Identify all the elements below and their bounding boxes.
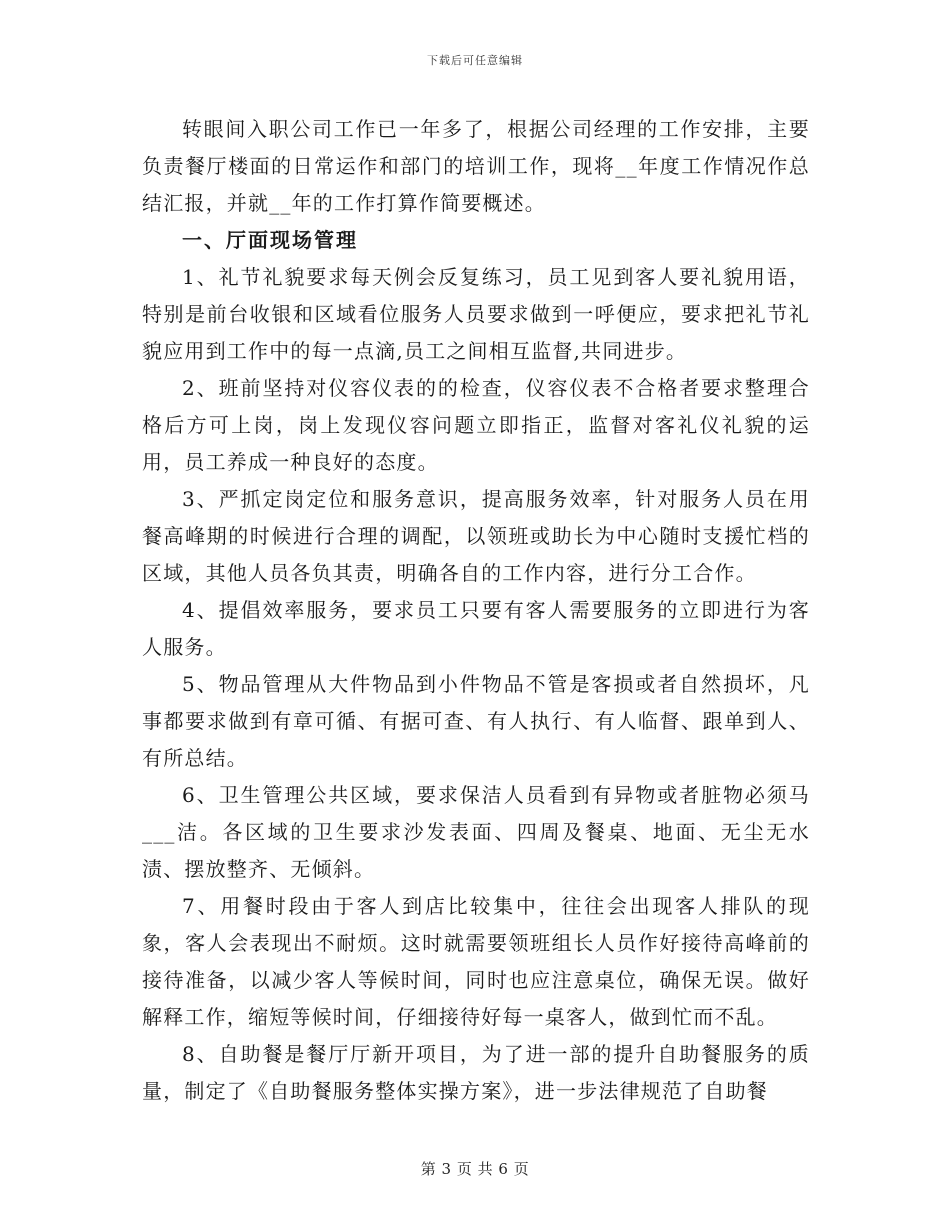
- list-item: 8、自助餐是餐厅厅新开项目，为了进一部的提升自助餐服务的质量，制定了《自助餐服务整体实操方案》，进一步法律规范了自助餐: [142, 1042, 810, 1103]
- list-item: 2、班前坚持对仪容仪表的的检查，仪容仪表不合格者要求整理合格后方可上岗，岗上发现仪容问题立即指正，监督对客礼仪礼貌的运用，员工养成一种良好的态度。: [142, 376, 810, 474]
- list-item: 1、礼节礼貌要求每天例会反复练习，员工见到客人要礼貌用语，特别是前台收银和区域看位服务人员要求做到一呼便应，要求把礼节礼貌应用到工作中的每一点滴,员工之间相互监督,共同进步。: [142, 265, 810, 363]
- list-item: 3、严抓定岗定位和服务意识，提高服务效率，针对服务人员在用餐高峰期的时候进行合理的调配，以领班或助长为中心随时支援忙档的区域，其他人员各负其责，明确各自的工作内容，进行分工合作。: [142, 487, 810, 585]
- list-item: 5、物品管理从大件物品到小件物品不管是客损或者自然损坏，凡事都要求做到有章可循、有据可查、有人执行、有人临督、跟单到人、有所总结。: [142, 672, 810, 770]
- list-item: 6、卫生管理公共区域，要求保洁人员看到有异物或者脏物必须马___洁。各区域的卫生要求沙发表面、四周及餐桌、地面、无尘无水渍、摆放整齐、无倾斜。: [142, 783, 810, 881]
- list-item: 7、用餐时段由于客人到店比较集中，往往会出现客人排队的现象，客人会表现出不耐烦。这时就需要领班组长人员作好接待高峰前的接待准备，以减少客人等候时间，同时也应注意桌位，确保无误。做好解释工作，缩短等候时间，仔细接待好每一桌客人，做到忙而不乱。: [142, 894, 810, 1029]
- section-heading: 一、厅面现场管理: [182, 228, 358, 252]
- intro-paragraph: 转眼间入职公司工作已一年多了，根据公司经理的工作安排，主要负责餐厅楼面的日常运作和部门的培训工作，现将__年度工作情况作总结汇报，并就__年的工作打算作简要概述。: [142, 117, 810, 215]
- page-number: 第 3 页 共 6 页: [420, 1160, 530, 1178]
- list-item: 4、提倡效率服务，要求员工只要有客人需要服务的立即进行为客人服务。: [142, 598, 810, 659]
- document-body: [142, 111, 810, 1110]
- header-note: 下载后可任意编辑: [427, 54, 523, 67]
